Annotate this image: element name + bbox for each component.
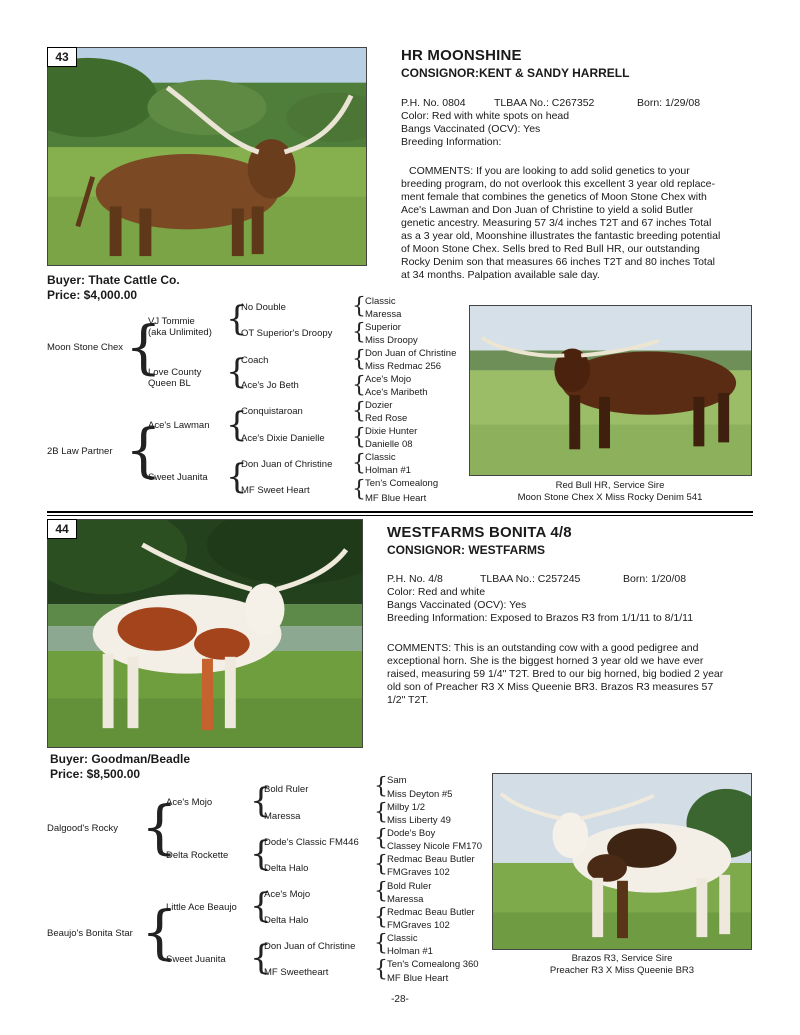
pedigree-gen4: Redmac Beau Butler (387, 854, 475, 865)
brace: { (374, 957, 388, 982)
pedigree-dam: Beaujo's Bonita Star (47, 928, 133, 939)
sire-photo-brazos-r3 (492, 773, 752, 950)
sire-caption (492, 953, 752, 977)
brace: { (250, 781, 272, 821)
pedigree-gen4: Miss Liberty 49 (387, 815, 451, 826)
pedigree-gen2: Love County Queen BL (148, 367, 202, 389)
pedigree-gen3: Dode's Classic FM446 (264, 837, 359, 848)
brace: { (374, 826, 388, 851)
color: Color: Red and white (387, 586, 486, 598)
bangs-vaccinated: Bangs Vaccinated (OCV): Yes (387, 599, 527, 611)
lot-title: HR MOONSHINE (401, 47, 522, 64)
lot-number-badge: 43 (47, 47, 77, 67)
brace: { (374, 879, 388, 904)
pedigree-gen3: Ace's Dixie Danielle (241, 433, 325, 444)
pedigree-gen4: MF Blue Heart (387, 973, 449, 984)
pedigree-gen3: MF Sweet Heart (241, 485, 310, 496)
brace: { (352, 347, 366, 372)
brace: { (141, 898, 178, 966)
brace: { (226, 457, 248, 497)
pedigree-gen4: Classic (387, 933, 418, 944)
brace: { (374, 774, 388, 799)
tlbaa-number: TLBAA No.: C257245 (480, 573, 581, 585)
sire-caption-pedigree: Moon Stone Chex X Miss Rocky Denim 541 (517, 492, 703, 503)
sire-photo-red-bull-hr (469, 305, 752, 476)
page-number: -28- (391, 994, 409, 1005)
consignor: CONSIGNOR: WESTFARMS (387, 543, 545, 557)
brace: { (250, 834, 272, 874)
pedigree-gen4: Miss Deyton #5 (387, 789, 453, 800)
pedigree-gen4: Superior (365, 322, 401, 333)
pedigree-gen4: Sam (387, 775, 407, 786)
born-date: Born: 1/29/08 (637, 97, 701, 109)
bangs-vaccinated: Bangs Vaccinated (OCV): Yes (401, 123, 541, 135)
pedigree-gen4: Ten's Comealong 360 (387, 959, 479, 970)
brace: { (352, 425, 366, 450)
pedigree-gen3: OT Superior's Droopy (241, 328, 333, 339)
brace: { (352, 399, 366, 424)
pedigree-gen4: Classic (365, 452, 396, 463)
sire-caption (455, 480, 765, 504)
lot-title: WESTFARMS BONITA 4/8 (387, 524, 572, 541)
pedigree-gen3: Don Juan of Christine (264, 941, 356, 952)
cow-photo-bonita (47, 519, 363, 748)
ph-number: P.H. No. 0804 (401, 97, 466, 109)
brace: { (226, 405, 248, 445)
brace: { (352, 294, 366, 319)
pedigree-gen4: Ace's Mojo (365, 374, 412, 385)
pedigree-gen4: Classey Nicole FM170 (387, 841, 483, 852)
section-divider (47, 511, 753, 513)
price: Price: $4,000.00 (47, 288, 138, 302)
pedigree-gen4: Milby 1/2 (387, 802, 426, 813)
pedigree-gen4: Miss Droopy (365, 335, 418, 346)
brace: { (352, 477, 366, 502)
buyer: Buyer: Goodman/Beadle (50, 752, 191, 766)
pedigree-gen4: Miss Redmac 256 (365, 361, 442, 372)
pedigree-gen2: VJ Tommie (aka Unlimited) (148, 316, 212, 338)
pedigree-gen3: Coach (241, 355, 269, 366)
brace: { (374, 852, 388, 877)
pedigree-gen3: Don Juan of Christine (241, 459, 333, 470)
pedigree-gen3: Delta Halo (264, 915, 309, 926)
pedigree-gen4: Dixie Hunter (365, 426, 418, 437)
pedigree-gen3: MF Sweetheart (264, 967, 329, 978)
pedigree-gen2: Sweet Juanita (166, 954, 226, 965)
pedigree-gen4: Maressa (365, 309, 402, 320)
cow-photo-moonshine (47, 47, 367, 266)
ph-number: P.H. No. 4/8 (387, 573, 443, 585)
brace: { (374, 800, 388, 825)
born-date: Born: 1/20/08 (623, 573, 687, 585)
pedigree-gen3: Ace's Jo Beth (241, 380, 299, 391)
section-divider (47, 515, 753, 516)
pedigree-gen4: Holman #1 (365, 465, 411, 476)
brace: { (141, 793, 178, 861)
pedigree-gen4: FMGraves 102 (387, 920, 450, 931)
pedigree-gen4: Bold Ruler (387, 881, 432, 892)
pedigree-gen4: Danielle 08 (365, 439, 413, 450)
animal-info (387, 573, 752, 625)
pedigree-gen4: Dode's Boy (387, 828, 436, 839)
color: Color: Red with white spots on head (401, 110, 570, 122)
brace: { (226, 352, 248, 392)
pedigree-gen4: MF Blue Heart (365, 493, 427, 504)
sire-caption-name: Red Bull HR, Service Sire (555, 480, 665, 491)
pedigree-gen3: Maressa (264, 811, 301, 822)
brace: { (125, 313, 162, 381)
buyer: Buyer: Thate Cattle Co. (47, 273, 180, 287)
pedigree-gen4: Ace's Maribeth (365, 387, 428, 398)
pedigree-gen4: Ten's Comealong (365, 478, 439, 489)
pedigree-gen4: Holman #1 (387, 946, 433, 957)
pedigree-gen3: Bold Ruler (264, 784, 309, 795)
pedigree-gen3: Delta Halo (264, 863, 309, 874)
pedigree-gen4: Classic (365, 296, 396, 307)
pedigree-gen3: Ace's Mojo (264, 889, 311, 900)
breeding-information: Breeding Information: (401, 136, 502, 148)
pedigree-dam: 2B Law Partner (47, 446, 113, 457)
brace: { (125, 416, 162, 484)
pedigree-sire: Dalgood's Rocky (47, 823, 118, 834)
pedigree-gen4: Red Rose (365, 413, 408, 424)
pedigree-gen2: Sweet Juanita (148, 472, 208, 483)
lot-number-badge: 44 (47, 519, 77, 539)
comments: COMMENTS: If you are looking to add solid genetics to your breeding program, do not overlook this excellent 3 year old replace- ment female that combines the genetics of Moon Stone Chex with Ace's Lawman and Don Juan of Christine to yield a solid Butler genetic ancestry. Measuring 57 3/4 inches T2T and 67 inches Total as a 3 year old, Moonshine illustrates the fantastic breeding potential of Moon Stone Chex. Sells bred to Red Bull HR, our outstanding Rocky Denim son that measures 66 inches T2T and 80 inches Total at 34 months. Palpation available sale day. (401, 165, 721, 281)
pedigree-gen2: Ace's Mojo (166, 797, 213, 808)
pedigree-gen4: FMGraves 102 (387, 867, 450, 878)
brace: { (352, 451, 366, 476)
tlbaa-number: TLBAA No.: C267352 (494, 97, 595, 109)
sire-caption-pedigree: Preacher R3 X Miss Queenie BR3 (549, 965, 695, 976)
brace: { (352, 373, 366, 398)
pedigree-gen2: Ace's Lawman (148, 420, 210, 431)
sire-caption-name: Brazos R3, Service Sire (571, 953, 673, 964)
breeding-information: Breeding Information: Exposed to Brazos R3 from 1/1/11 to 8/1/11 (387, 612, 694, 624)
pedigree-gen2: Little Ace Beaujo (166, 902, 237, 913)
brace: { (250, 938, 272, 978)
brace: { (374, 931, 388, 956)
consignor: CONSIGNOR:KENT & SANDY HARRELL (401, 66, 630, 80)
comments: COMMENTS: This is an outstanding cow with a good pedigree and exceptional horn. She is the biggest horned 3 year old we have ever raised, measuring 59 1/4" T2T. Bred to our big horned, big bodied 2 year old son of Preacher R3 X Miss Queenie BR3. Brazos R3 measures 57 1/2" T2T. (387, 642, 724, 706)
pedigree-gen4: Redmac Beau Butler (387, 907, 475, 918)
pedigree-gen3: No Double (241, 302, 286, 313)
price: Price: $8,500.00 (50, 767, 141, 781)
pedigree-gen4: Don Juan of Christine (365, 348, 457, 359)
pedigree-gen2: Delta Rockette (166, 850, 229, 861)
brace: { (226, 299, 248, 339)
brace: { (352, 320, 366, 345)
pedigree-gen3: Conquistaroan (241, 406, 303, 417)
pedigree-gen4: Dozier (365, 400, 393, 411)
brace: { (374, 905, 388, 930)
pedigree-sire: Moon Stone Chex (47, 342, 124, 353)
pedigree-gen4: Maressa (387, 894, 424, 905)
brace: { (250, 886, 272, 926)
animal-info (401, 97, 751, 149)
